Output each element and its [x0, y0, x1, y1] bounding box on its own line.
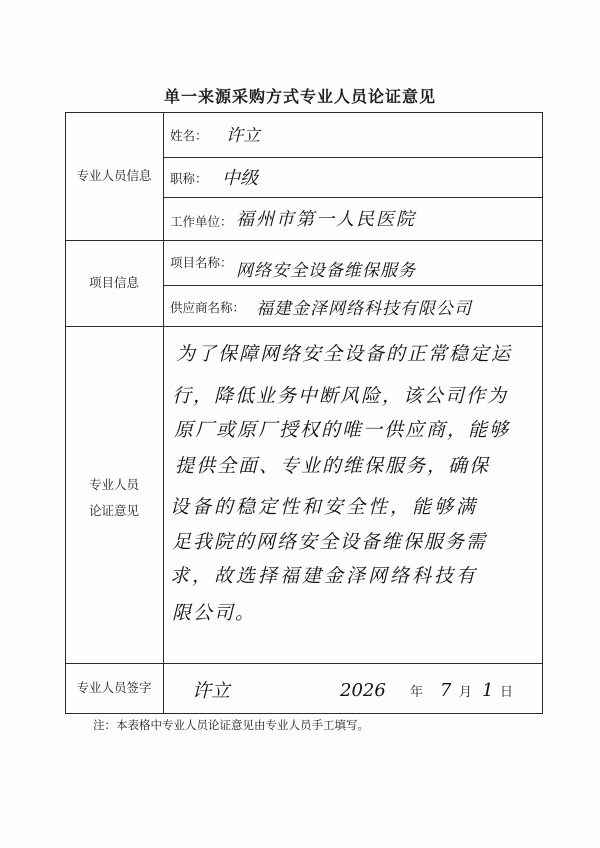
- form-title: 单一来源采购方式专业人员论证意见: [163, 87, 436, 106]
- date-day: 1: [482, 680, 494, 701]
- section-divider: [65, 326, 543, 327]
- date-month: 7: [440, 680, 452, 701]
- employer-value: 福州市第一人民医院: [236, 209, 416, 230]
- supplier-value: 福建金泽网络科技有限公司: [256, 299, 472, 319]
- opinion-line: 原厂或原厂授权的唯一供应商，能够: [174, 419, 511, 441]
- project-label: 项目名称：: [170, 255, 233, 270]
- opinion-line: 限公司。: [172, 602, 257, 624]
- row-divider: [163, 285, 543, 286]
- day-char: 日: [500, 685, 514, 700]
- column-divider: [163, 112, 164, 714]
- section-signature: 专业人员签字: [76, 680, 152, 695]
- section-opinion-line2: 论证意见: [88, 503, 139, 518]
- opinion-line: 行，降低业务中断风险，该公司作为: [172, 385, 509, 407]
- opinion-line: 足我院的网络安全设备维保服务需: [172, 531, 488, 553]
- year-char: 年: [410, 685, 424, 700]
- opinion-line: 提供全面、专业的维保服务，确保: [175, 455, 491, 477]
- month-char: 月: [459, 685, 473, 700]
- opinion-line: 设备的稳定性和安全性，能够满: [170, 496, 479, 518]
- section-project-info: 项目信息: [88, 275, 139, 290]
- opinion-line: 求，故选择福建金泽网络科技有: [170, 565, 479, 587]
- section-divider: [65, 240, 543, 241]
- row-divider: [163, 197, 543, 198]
- title-value: 中级: [222, 168, 258, 189]
- table-border-top: [65, 112, 543, 113]
- supplier-label: 供应商名称：: [170, 300, 246, 315]
- section-divider: [65, 663, 543, 664]
- employer-label: 工作单位：: [170, 214, 233, 229]
- project-value: 网络安全设备维保服务: [236, 261, 416, 281]
- footnote: 注：本表格中专业人员论证意见由专业人员手工填写。: [93, 718, 369, 732]
- section-opinion-line1: 专业人员: [88, 477, 139, 492]
- title-label: 职称：: [170, 171, 208, 186]
- name-label: 姓名：: [170, 128, 208, 143]
- name-value: 许立: [226, 126, 260, 146]
- table-border-right: [542, 112, 543, 714]
- date-year: 2026: [340, 680, 386, 701]
- table-border-bottom: [65, 713, 543, 714]
- section-expert-info: 专业人员信息: [76, 168, 152, 183]
- signer-signature: 许立: [192, 680, 231, 702]
- table-border-left: [65, 112, 66, 714]
- row-divider: [163, 157, 543, 158]
- opinion-line: 为了保障网络安全设备的正常稳定运: [176, 343, 513, 365]
